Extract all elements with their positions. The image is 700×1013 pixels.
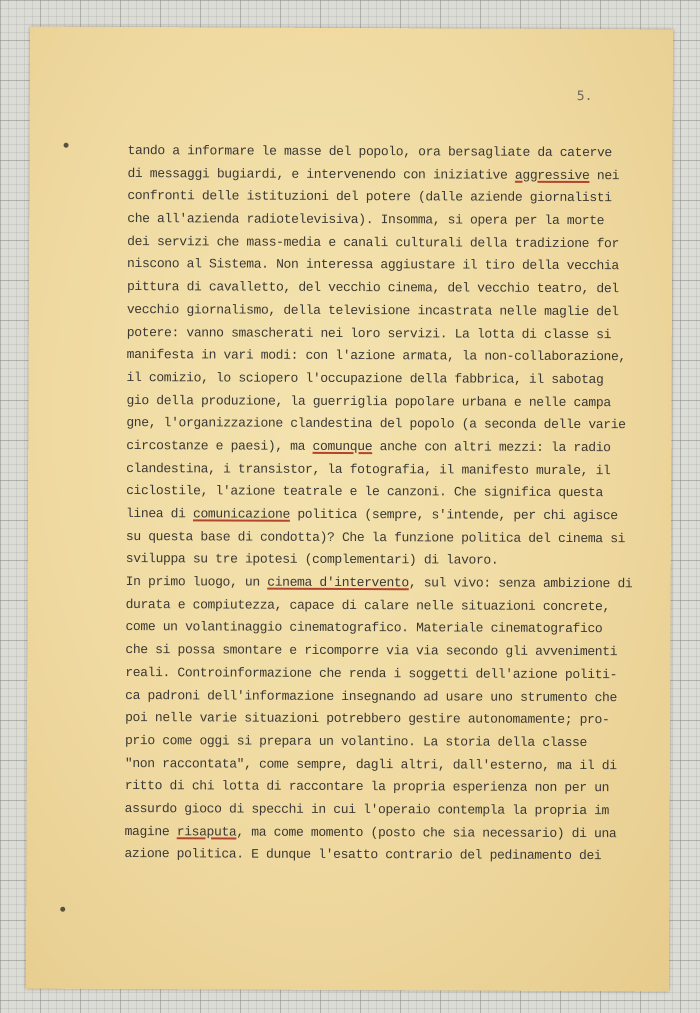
text-segment: "non raccontata", come sempre, dagli altri, dall'esterno, ma il di — [124, 755, 617, 773]
text-segment: circostanze e paesi), ma — [126, 437, 313, 454]
text-segment: su questa base di condotta)? Che la funzione politica del cinema si — [125, 528, 626, 546]
text-line — [127, 276, 667, 301]
text-segment: ritto di chi lotta di raccontare la propria esperienza non per un — [124, 778, 610, 796]
text-segment: tando a informare le masse del popolo, ora bersagliate da caterve — [127, 143, 612, 161]
text-line — [126, 548, 666, 573]
text-line — [126, 390, 666, 415]
text-line — [125, 753, 665, 778]
text-segment: gne, l'organizzazione clandestina del popolo (a seconda delle varie — [126, 415, 626, 433]
text-line — [126, 435, 666, 460]
text-line — [125, 730, 665, 755]
underlined-word: risaputa — [176, 823, 237, 840]
text-segment: azione politica. E dunque l'esatto contrario del pedinamento dei — [124, 846, 602, 864]
text-segment: sviluppa su tre ipotesi (complementari) di lavoro. — [125, 551, 499, 569]
text-segment: In primo luogo, un — [125, 574, 268, 590]
text-line — [126, 412, 666, 437]
text-line — [127, 367, 667, 392]
text-line — [127, 185, 667, 210]
text-segment: vecchio giornalismo, della televisione incastrata nelle maglie del — [126, 301, 619, 319]
text-line — [125, 798, 665, 823]
text-segment: politica (sempre, s'intende, per chi agisce — [289, 506, 618, 524]
text-segment: gio della produzione, la guerriglia popolare urbana e nelle campa — [126, 392, 611, 410]
text-segment: poi nelle varie situazioni potrebbero gestire autonomamente; pro- — [125, 710, 610, 728]
text-line — [125, 662, 665, 687]
text-segment: prio come oggi si prepara un volantino. La storia della classe — [124, 732, 588, 750]
text-segment: magine — [124, 823, 177, 839]
body-text — [124, 140, 667, 868]
text-line — [127, 322, 667, 347]
text-segment: anche con altri mezzi: la radio — [372, 439, 611, 456]
text-line — [127, 299, 667, 324]
text-line — [124, 843, 664, 868]
underlined-word: cinema d'intervento — [267, 574, 409, 591]
text-line — [125, 639, 665, 664]
text-segment: nei — [589, 167, 620, 183]
text-line — [127, 231, 667, 256]
text-line — [127, 253, 667, 278]
punch-hole-mark — [64, 143, 69, 148]
text-segment: , sul vivo: senza ambizione di — [408, 575, 633, 592]
text-line — [127, 208, 667, 233]
text-line — [126, 571, 666, 596]
typed-page — [26, 27, 673, 992]
page-number: 5. — [576, 88, 593, 105]
punch-hole-mark — [60, 907, 65, 912]
text-line — [125, 685, 665, 710]
text-line — [128, 140, 668, 165]
text-segment: come un volantinaggio cinematografico. Materiale cinematografico — [125, 619, 603, 637]
text-line — [126, 458, 666, 483]
text-segment: ciclostile, l'azione teatrale e le canzoni. Che significa questa — [126, 483, 603, 501]
text-segment: di messaggi bugiardi, e intervenendo con iniziative — [127, 165, 515, 183]
text-segment: durata e compiutezza, capace di calare nelle situazioni concrete, — [125, 596, 610, 614]
text-line — [125, 775, 665, 800]
text-segment: potere: vanno smascherati nei loro servizi. La lotta di classe si — [126, 324, 612, 342]
underlined-word: aggressive — [514, 167, 590, 183]
text-line — [125, 616, 665, 641]
text-line — [125, 707, 665, 732]
text-segment: ca padroni dell'informazione insegnando ad usare uno strumento che — [125, 687, 618, 705]
text-line — [126, 480, 666, 505]
text-segment: niscono al Sistema. Non interessa aggiustare il tiro della vecchia — [127, 256, 619, 274]
text-segment: pittura di cavalletto, del vecchio cinema, del vecchio teatro, del — [126, 279, 619, 297]
text-segment: reali. Controinformazione che renda i soggetti dell'azione politi- — [125, 664, 618, 682]
text-line — [127, 344, 667, 369]
text-segment: il comizio, lo sciopero l'occupazione della fabbrica, il sabotag — [126, 369, 604, 387]
text-line — [125, 821, 665, 846]
text-segment: manifesta in vari modi: con l'azione armata, la non-collaborazione, — [126, 347, 626, 365]
underlined-word: comunque — [312, 438, 373, 455]
text-segment: assurdo gioco di specchi in cui l'operaio contempla la propria im — [124, 800, 610, 819]
text-line — [127, 163, 667, 188]
text-segment: dei servizi che mass-media e canali culturali della tradizione for — [127, 233, 619, 251]
text-line — [126, 594, 666, 619]
underlined-word: comunicazione — [193, 506, 290, 522]
text-segment: che si possa smontare e ricomporre via via secondo gli avvenimenti — [125, 642, 618, 660]
text-segment: clandestina, i transistor, la fotografia, il manifesto murale, il — [126, 460, 611, 478]
text-line — [126, 526, 666, 551]
text-segment: linea di — [125, 506, 194, 522]
text-segment: che all'azienda radiotelevisiva). Insomma, si opera per la morte — [127, 211, 605, 229]
text-line — [126, 503, 666, 528]
text-segment: , ma come momento (posto che sia necessario) di una — [236, 824, 617, 841]
text-segment: confronti delle istituzioni del potere (dalle aziende giornalisti — [127, 188, 612, 206]
